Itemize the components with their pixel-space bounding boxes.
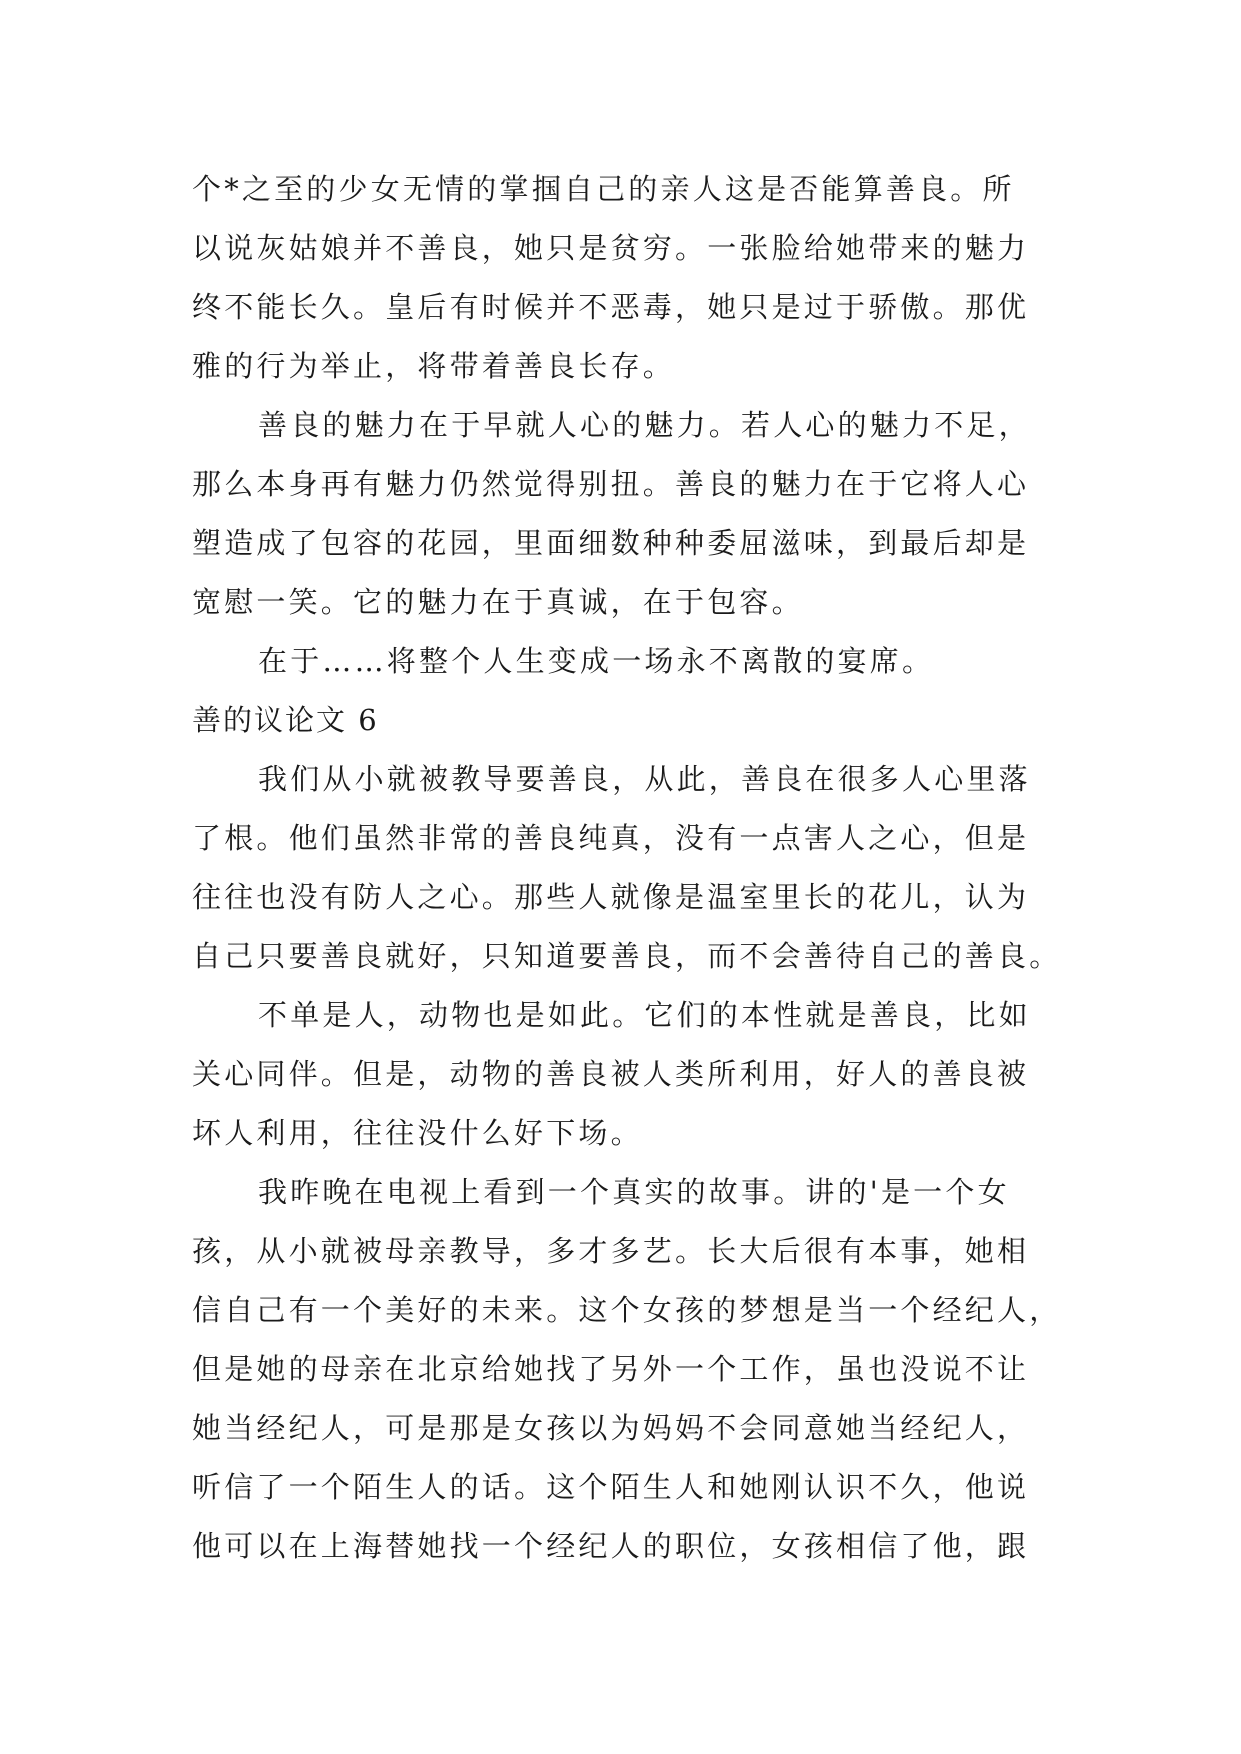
text-line: 自己只要善良就好，只知道要善良，而不会善待自己的善良。 (192, 939, 1062, 973)
text-line: 终不能长久。皇后有时候并不恶毒，她只是过于骄傲。那优 (192, 290, 1030, 324)
document-body (192, 160, 1062, 1576)
text-line: 了根。他们虽然非常的善良纯真，没有一点害人之心，但是 (192, 821, 1030, 855)
text-line: 塑造成了包容的花园，里面细数种种委屈滋味，到最后却是 (192, 526, 1030, 560)
text-line: 那么本身再有魅力仍然觉得别扭。善良的魅力在于它将人心 (192, 467, 1030, 501)
text-line: 他可以在上海替她找一个经纪人的职位，女孩相信了他，跟 (192, 1529, 1030, 1563)
text-line: 关心同伴。但是，动物的善良被人类所利用，好人的善良被 (192, 1057, 1030, 1091)
text-line: 善良的魅力在于早就人心的魅力。若人心的魅力不足， (258, 408, 1031, 442)
text-line: 坏人利用，往往没什么好下场。 (192, 1116, 643, 1150)
text-line: 往往也没有防人之心。那些人就像是温室里长的花儿，认为 (192, 880, 1030, 914)
text-line: 不单是人，动物也是如此。它们的本性就是善良，比如 (258, 998, 1031, 1032)
text-line: 听信了一个陌生人的话。这个陌生人和她刚认识不久，他说 (192, 1470, 1030, 1504)
text-line: 她当经纪人，可是那是女孩以为妈妈不会同意她当经纪人， (192, 1411, 1030, 1445)
text-line: 在于……将整个人生变成一场永不离散的宴席。 (258, 644, 935, 678)
text-line: 雅的行为举止，将带着善良长存。 (192, 349, 676, 383)
text-line: 我们从小就被教导要善良，从此，善良在很多人心里落 (258, 762, 1031, 796)
text-line: 宽慰一笑。它的魅力在于真诚，在于包容。 (192, 585, 804, 619)
section-heading: 善的议论文 6 (192, 703, 379, 737)
text-line: 但是她的母亲在北京给她找了另外一个工作，虽也没说不让 (192, 1352, 1030, 1386)
text-line: 以说灰姑娘并不善良，她只是贫穷。一张脸给她带来的魅力 (192, 231, 1030, 265)
text-line: 我昨晚在电视上看到一个真实的故事。讲的'是一个女 (258, 1175, 1010, 1209)
text-line: 个*之至的少女无情的掌掴自己的亲人这是否能算善良。所 (192, 172, 1015, 206)
text-line: 信自己有一个美好的未来。这个女孩的梦想是当一个经纪人， (192, 1293, 1062, 1327)
text-line: 孩，从小就被母亲教导，多才多艺。长大后很有本事，她相 (192, 1234, 1030, 1268)
